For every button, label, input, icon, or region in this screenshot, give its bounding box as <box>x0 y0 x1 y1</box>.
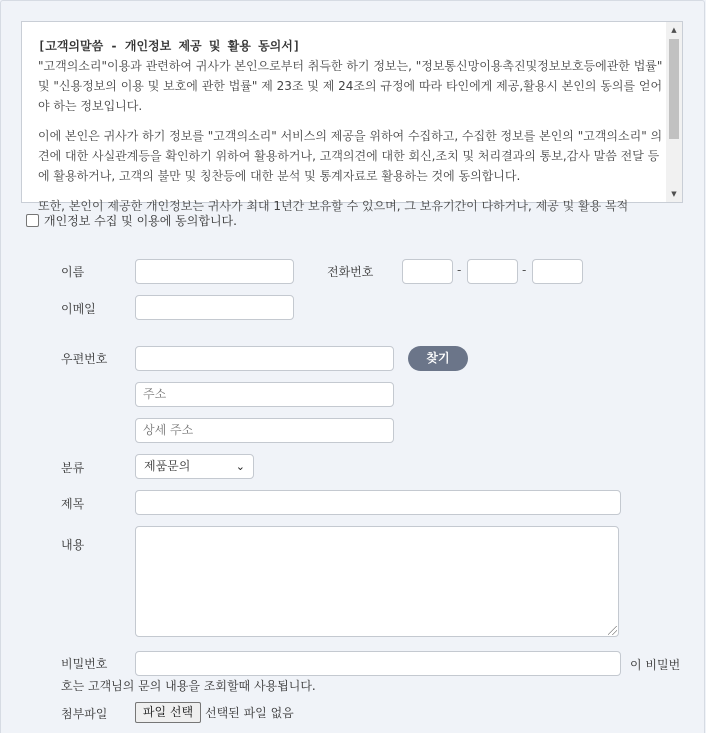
name-label: 이름 <box>61 265 85 279</box>
agree-label: 개인정보 수집 및 이용에 동의합니다. <box>44 214 237 228</box>
password-label: 비밀번호 <box>61 657 108 671</box>
category-selected-value: 제품문의 <box>144 459 191 473</box>
name-input[interactable] <box>135 259 294 284</box>
file-select-button[interactable]: 파일 선택 <box>135 702 201 723</box>
chevron-down-icon: ⌄ <box>235 460 245 473</box>
zip-label: 우편번호 <box>61 352 108 366</box>
phone-input-3[interactable] <box>532 259 583 284</box>
scroll-down-arrow-icon[interactable]: ▼ <box>671 190 677 198</box>
terms-paragraph-2: 이에 본인은 귀사가 하기 정보를 "고객의소리" 서비스의 제공을 위하여 수집하고, 수집한 정보를 본인의 "고객의소리" 의견에 대한 사실관계등을 확인하기 위하여 활용하거나, 고객의견에 대한 회신,조치 및 처리결과의 통보,감사 말씀 전달 등에 활용하거나, 고객의 불만 및 칭찬등에 대한 분석 및 통계자료로 활용하는 것에 동의합니다. <box>38 129 663 183</box>
terms-paragraph-3: 또한, 본인이 제공한 개인정보는 귀사가 최대 1년간 보유할 수 있으며, 그 보유기간이 다하거나, 제공 및 활용 목적 <box>38 199 629 213</box>
phone-input-2[interactable] <box>467 259 518 284</box>
phone-input-1[interactable] <box>402 259 453 284</box>
address-detail-placeholder: 상세 주소 <box>143 423 194 437</box>
address-placeholder: 주소 <box>143 387 167 401</box>
terms-scrollbar[interactable] <box>666 22 682 202</box>
phone-label: 전화번호 <box>327 265 374 279</box>
resize-grip-icon[interactable] <box>608 626 617 635</box>
agree-row[interactable] <box>26 212 237 229</box>
subject-label: 제목 <box>61 497 85 511</box>
email-input[interactable] <box>135 295 294 320</box>
category-label: 분류 <box>61 461 85 475</box>
subject-input[interactable] <box>135 490 621 515</box>
file-status: 선택된 파일 없음 <box>205 706 294 720</box>
content-label: 내용 <box>61 538 85 552</box>
terms-content <box>38 36 666 226</box>
scroll-up-arrow-icon[interactable]: ▲ <box>671 26 677 34</box>
address-detail-input[interactable] <box>135 418 394 443</box>
agree-checkbox[interactable] <box>26 214 39 227</box>
email-label: 이메일 <box>61 302 96 316</box>
address-input[interactable] <box>135 382 394 407</box>
password-note-text: 이 비밀번호는 고객님의 문의 내용을 조회할때 사용됩니다. <box>61 658 681 693</box>
category-select[interactable] <box>135 454 254 479</box>
phone-separator-2: - <box>522 263 527 277</box>
terms-paragraph-1: "고객의소리"이용과 관련하여 귀사가 본인으로부터 취득한 하기 정보는, "정보통신망이용촉진및정보보호등에관한 법률" 및 "신용정보의 이용 및 보호에 관한 법률" 제 23조 및 제 24조의 규정에 따라 타인에게 제공,활용시 본인의 동의를 얻어야 하는 정보입니다. <box>38 59 663 113</box>
find-zip-button[interactable]: 찾기 <box>408 346 468 371</box>
zip-input[interactable] <box>135 346 394 371</box>
content-textarea[interactable] <box>135 526 619 637</box>
terms-title: [고객의말씀 - 개인정보 제공 및 활용 동의서] <box>38 39 301 53</box>
scroll-thumb[interactable] <box>669 39 679 139</box>
password-note <box>61 655 681 697</box>
terms-box[interactable] <box>21 21 683 213</box>
attach-label: 첨부파일 <box>61 707 108 721</box>
phone-separator-1: - <box>457 263 462 277</box>
